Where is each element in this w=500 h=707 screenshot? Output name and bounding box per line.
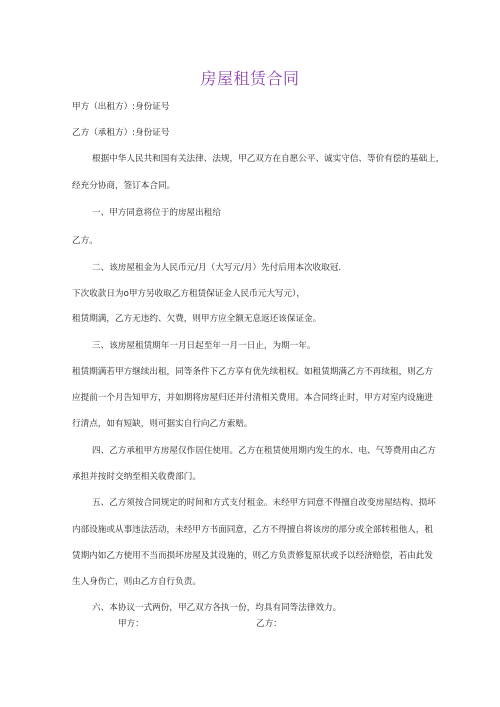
paragraph-line: 二、该房屋租金为人民币元/月（大写元/月）先付后用本次收取冠. — [92, 263, 342, 273]
paragraph-line: 五、乙方须按合同规定的时间和方式支付租金。未经甲方同意不得擅自改变房屋结构、损坏 — [92, 498, 436, 508]
paragraph-line: 下次收款日为o甲方另收取乙方租赁保证金人民币元大写元）， — [72, 289, 305, 299]
paragraph-line: 经充分协商，签订本合同。 — [72, 181, 176, 191]
paragraph-line: 应提前一个月告知甲方，并如期将房屋归还并付清相关费用。本合同终止时，甲方对室内设施进 — [72, 393, 433, 403]
paragraph-line: 四、乙方承租甲方房屋仅作居住使用。乙方在租赁使用期内发生的水、电、气等费用由乙方 — [92, 446, 436, 456]
party-a-line: 甲方（出租方）:身份证号 — [72, 102, 170, 112]
paragraph-line: 行清点，如有短缺，则可据实自行向乙方索赔。 — [72, 419, 253, 429]
party-a-signature-label: 甲方： — [118, 619, 144, 629]
paragraph-line: 内部设施或从事违法活动，未经甲方书面同意，乙方不得擅自将该房的部分或全部转租他人，租 — [72, 525, 433, 535]
party-b-signature-label: 乙方： — [256, 619, 282, 629]
paragraph-line: 租赁期满，乙方无违约、欠费，则甲方应全额无息返还该保证金。 — [72, 314, 322, 324]
paragraph-line: 根据中华人民共和国有关法律、法规，甲乙双方在自愿公平、诚实守信、等价有偿的基础上， — [92, 154, 445, 164]
paragraph-line: 承担并按时交纳至相关收费部门。 — [72, 472, 201, 482]
document-title: 房屋租赁合同 — [200, 69, 300, 88]
party-b-line: 乙方（承租方）:身份证号 — [72, 128, 170, 138]
paragraph-line: 租赁期满若甲方继续出租，同等条件下乙方享有优先续租权。如租赁期满乙方不再续租，则乙方 — [72, 367, 433, 377]
paragraph-line: 生人身伤亡，则由乙方自行负责。 — [72, 577, 201, 587]
paragraph-line: 赁期内如乙方使用不当而损坏房屋及其设施的，则乙方负责修复原状或予以经济赔偿，若由此发 — [72, 551, 433, 561]
paragraph-line: 一、甲方同意将位于的房屋出租给 — [92, 208, 221, 218]
paragraph-line: 乙方。 — [72, 236, 98, 246]
paragraph-line: 三、该房屋租赁期年一月日起至年一月一日止，为期一年。 — [92, 341, 316, 351]
paragraph-line: 六、本协议一式两份，甲乙双方各执一份，均具有同等法律效力。 — [92, 603, 342, 613]
